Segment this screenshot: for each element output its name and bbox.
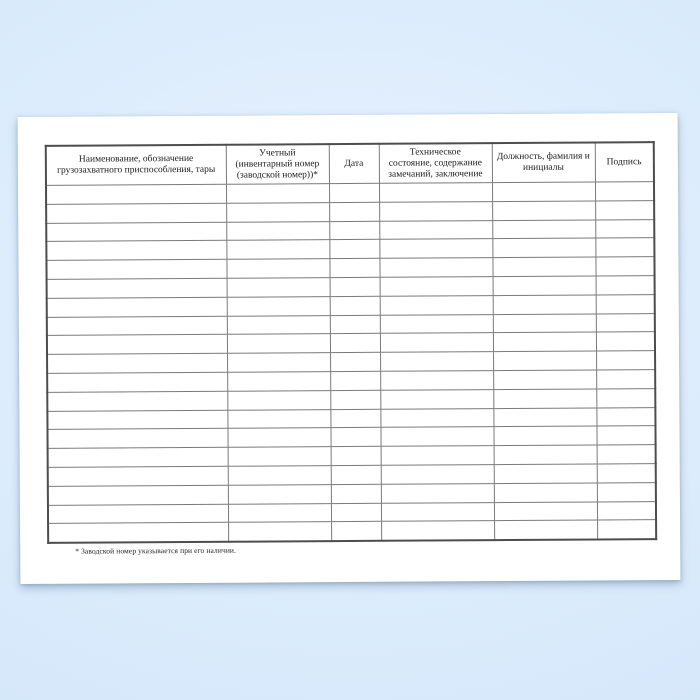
table-cell-empty <box>330 371 380 390</box>
table-cell-empty <box>329 202 379 221</box>
table-cell-empty <box>494 502 597 521</box>
table-cell-empty <box>226 202 329 221</box>
table-cell-empty <box>380 427 493 446</box>
table-cell-empty <box>329 183 379 202</box>
table-cell-empty <box>380 295 493 314</box>
table-cell-empty <box>380 371 493 390</box>
table-cell-empty <box>226 221 329 240</box>
table-cell-empty <box>493 276 596 295</box>
table-cell-empty <box>493 426 596 445</box>
table-cell-empty <box>228 503 331 522</box>
table-cell-empty <box>228 466 331 485</box>
table-cell-empty <box>47 335 227 355</box>
table-cell-empty <box>330 409 380 428</box>
table-cell-empty <box>331 503 381 522</box>
table-cell-empty <box>381 465 494 484</box>
table-cell-empty <box>492 182 595 201</box>
table-cell-empty <box>46 222 226 242</box>
table-cell-empty <box>227 353 330 372</box>
table-cell-empty <box>493 370 596 389</box>
table-cell-empty <box>227 428 330 447</box>
table-cell-empty <box>381 502 494 521</box>
table-cell-empty <box>227 315 330 334</box>
table-row <box>48 520 656 543</box>
table-cell-empty <box>595 219 654 238</box>
table-cell-empty <box>226 240 329 259</box>
table-cell-empty <box>48 447 228 467</box>
table-cell-empty <box>330 352 380 371</box>
table-cell-empty <box>597 482 656 501</box>
table-cell-empty <box>46 203 226 223</box>
footnote: * Заводской номер указывается при его наличии. <box>75 545 237 556</box>
table-cell-empty <box>228 522 331 542</box>
document-sheet <box>18 113 681 584</box>
table-cell-empty <box>47 297 227 317</box>
table-cell-empty <box>595 238 654 257</box>
table-cell-empty <box>47 410 227 430</box>
table-cell-empty <box>494 483 597 502</box>
table-cell-empty <box>48 523 228 543</box>
table-cell-empty <box>47 278 227 298</box>
table-cell-empty <box>381 483 494 502</box>
table-cell-empty <box>596 294 655 313</box>
table-cell-empty <box>596 407 655 426</box>
table-cell-empty <box>596 388 655 407</box>
col-header-person: Должность, фамилия и инициалы <box>492 142 595 182</box>
table-cell-empty <box>595 257 654 276</box>
table-cell-empty <box>329 258 379 277</box>
table-cell-empty <box>596 370 655 389</box>
table-cell-empty <box>380 389 493 408</box>
table-cell-empty <box>330 315 380 334</box>
table-cell-empty <box>596 332 655 351</box>
table-cell-empty <box>379 183 492 202</box>
table-cell-empty <box>380 408 493 427</box>
table-cell-empty <box>227 390 330 409</box>
table-cell-empty <box>492 220 595 239</box>
table-cell-empty <box>46 241 226 261</box>
table-cell-empty <box>379 201 492 220</box>
table-cell-empty <box>330 428 380 447</box>
table-cell-empty <box>597 464 656 483</box>
table-cell-empty <box>48 485 228 505</box>
table-cell-empty <box>379 239 492 258</box>
table-cell-empty <box>494 445 597 464</box>
table-cell-empty <box>227 278 330 297</box>
table-header-row <box>46 142 654 185</box>
table-body <box>46 182 656 543</box>
table-cell-empty <box>597 501 656 520</box>
table-cell-empty <box>380 352 493 371</box>
table-cell-empty <box>228 447 331 466</box>
table-header <box>46 142 654 185</box>
table-cell-empty <box>597 445 656 464</box>
table-cell-empty <box>228 484 331 503</box>
table-cell-empty <box>331 522 381 542</box>
table-cell-empty <box>227 409 330 428</box>
table-cell-empty <box>494 520 597 540</box>
table-cell-empty <box>493 408 596 427</box>
col-header-name: Наименование, обозначение грузозахватного приспособления, тары <box>46 145 226 186</box>
table-cell-empty <box>226 259 329 278</box>
table-cell-empty <box>331 446 381 465</box>
table-cell-empty <box>227 334 330 353</box>
table-cell-empty <box>492 201 595 220</box>
table-cell-empty <box>493 295 596 314</box>
inspection-log-table <box>45 141 657 544</box>
table-cell-empty <box>47 391 227 411</box>
table-cell-empty <box>493 389 596 408</box>
table-cell-empty <box>48 466 228 486</box>
table-cell-empty <box>597 520 656 540</box>
table-cell-empty <box>46 184 226 204</box>
table-cell-empty <box>595 200 654 219</box>
table-cell-empty <box>330 390 380 409</box>
table-cell-empty <box>380 277 493 296</box>
table-cell-empty <box>226 184 329 203</box>
table-cell-empty <box>48 504 228 524</box>
table-cell-empty <box>493 332 596 351</box>
col-header-date: Дата <box>329 144 379 184</box>
table-cell-empty <box>596 276 655 295</box>
table-cell-empty <box>330 334 380 353</box>
table-cell-empty <box>381 446 494 465</box>
table-cell-empty <box>596 351 655 370</box>
col-header-signature: Подпись <box>595 142 654 182</box>
table-cell-empty <box>47 316 227 336</box>
table-cell-empty <box>493 314 596 333</box>
table-cell-empty <box>331 465 381 484</box>
table-cell-empty <box>596 426 655 445</box>
table-cell-empty <box>331 484 381 503</box>
table-cell-empty <box>47 372 227 392</box>
table-cell-empty <box>493 351 596 370</box>
table-cell-empty <box>227 296 330 315</box>
table-cell-empty <box>330 277 380 296</box>
table-cell-empty <box>329 221 379 240</box>
table-cell-empty <box>492 257 595 276</box>
table-cell-empty <box>46 259 226 279</box>
col-header-number: Учетный (инвентарный номер (заводской номер))* <box>226 144 329 184</box>
table-cell-empty <box>381 521 494 541</box>
table-cell-empty <box>595 182 654 201</box>
table-cell-empty <box>380 314 493 333</box>
table-cell-empty <box>379 220 492 239</box>
table-cell-empty <box>379 258 492 277</box>
table-cell-empty <box>227 372 330 391</box>
table-cell-empty <box>47 353 227 373</box>
col-header-condition: Техническое состояние, содержание замечаний, заключение <box>379 143 492 183</box>
table-cell-empty <box>492 238 595 257</box>
table-cell-empty <box>329 240 379 259</box>
table-cell-empty <box>380 333 493 352</box>
table-cell-empty <box>47 429 227 449</box>
table-cell-empty <box>330 296 380 315</box>
table-cell-empty <box>494 464 597 483</box>
table-cell-empty <box>596 313 655 332</box>
